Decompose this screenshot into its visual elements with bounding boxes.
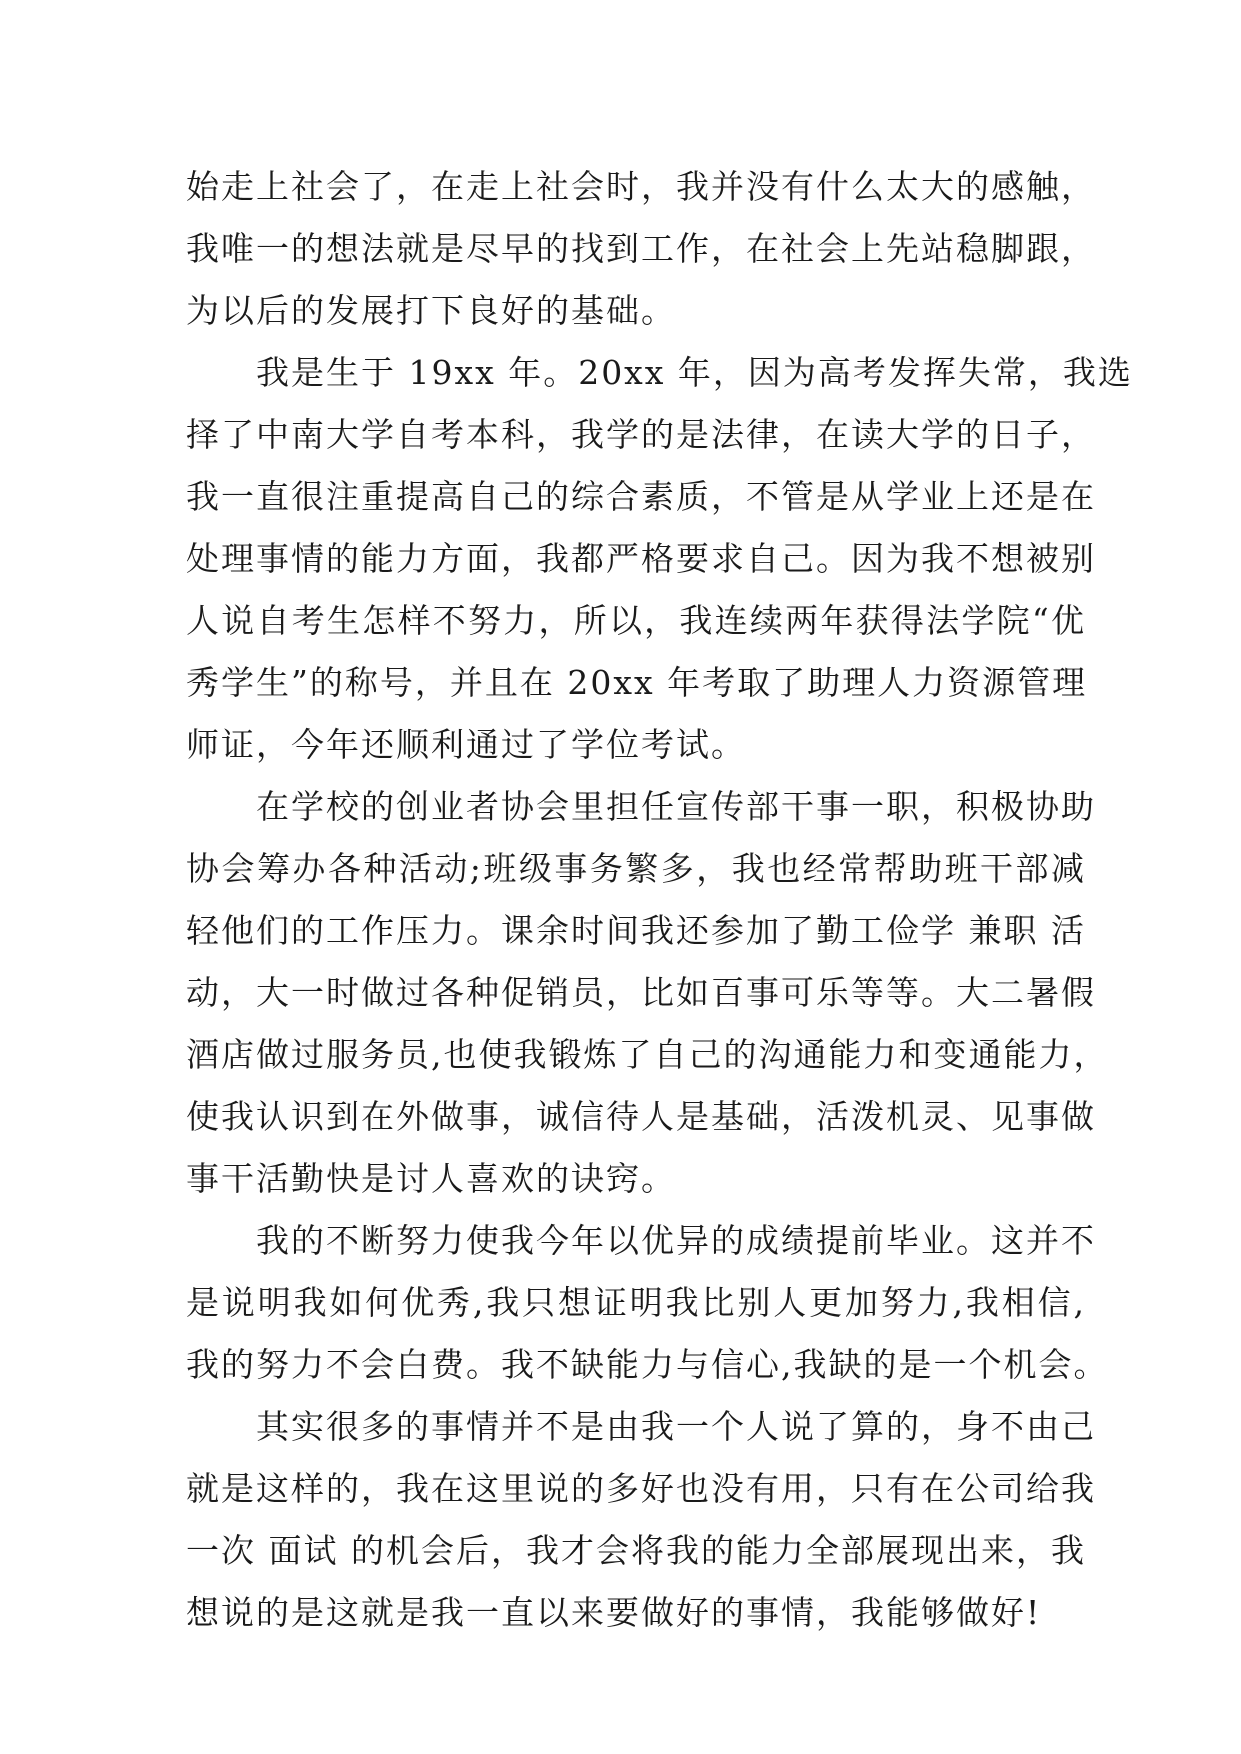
text-line: 我唯一的想法就是尽早的找到工作，在社会上先站稳脚跟， xyxy=(186,229,1096,268)
text-line: 择了中南大学自考本科，我学的是法律，在读大学的日子， xyxy=(186,415,1096,454)
text-line: 人说自考生怎样不努力，所以，我连续两年获得法学院“优 xyxy=(186,601,1086,640)
text-line: 始走上社会了，在走上社会时，我并没有什么太大的感触， xyxy=(186,167,1096,206)
text-line: 我的不断努力使我今年以优异的成绩提前毕业。这并不 xyxy=(256,1221,1096,1260)
text-line: 就是这样的，我在这里说的多好也没有用，只有在公司给我 xyxy=(186,1469,1096,1508)
text-line: 处理事情的能力方面，我都严格要求自己。因为我不想被别 xyxy=(186,539,1096,578)
text-line: 一次 面试 的机会后，我才会将我的能力全部展现出来，我 xyxy=(186,1531,1086,1570)
text-line: 我一直很注重提高自己的综合素质，不管是从学业上还是在 xyxy=(186,477,1096,516)
text-line: 师证，今年还顺利通过了学位考试。 xyxy=(186,725,746,764)
text-line: 酒店做过服务员,也使我锻炼了自己的沟通能力和变通能力， xyxy=(186,1035,1109,1074)
text-line: 动，大一时做过各种促销员，比如百事可乐等等。大二暑假 xyxy=(186,973,1096,1012)
text-line: 秀学生”的称号，并且在 20xx 年考取了助理人力资源管理 xyxy=(186,663,1088,702)
text-line: 其实很多的事情并不是由我一个人说了算的，身不由己 xyxy=(256,1407,1096,1446)
text-line: 为以后的发展打下良好的基础。 xyxy=(186,291,676,330)
text-line: 是说明我如何优秀,我只想证明我比别人更加努力,我相信, xyxy=(186,1283,1086,1322)
text-line: 协会筹办各种活动;班级事务繁多，我也经常帮助班干部减 xyxy=(186,849,1086,888)
text-line: 使我认识到在外做事，诚信待人是基础，活泼机灵、见事做 xyxy=(186,1097,1096,1136)
text-line: 我是生于 19xx 年。20xx 年，因为高考发挥失常，我选 xyxy=(256,353,1133,392)
text-line: 我的努力不会白费。我不缺能力与信心,我缺的是一个机会。 xyxy=(186,1345,1109,1384)
text-line: 轻他们的工作压力。课余时间我还参加了勤工俭学 兼职 活 xyxy=(186,911,1086,950)
text-line: 想说的是这就是我一直以来要做好的事情，我能够做好! xyxy=(186,1593,1042,1632)
text-line: 事干活勤快是讨人喜欢的诀窍。 xyxy=(186,1159,676,1198)
text-line: 在学校的创业者协会里担任宣传部干事一职，积极协助 xyxy=(256,787,1096,826)
document-body xyxy=(186,156,1133,1644)
